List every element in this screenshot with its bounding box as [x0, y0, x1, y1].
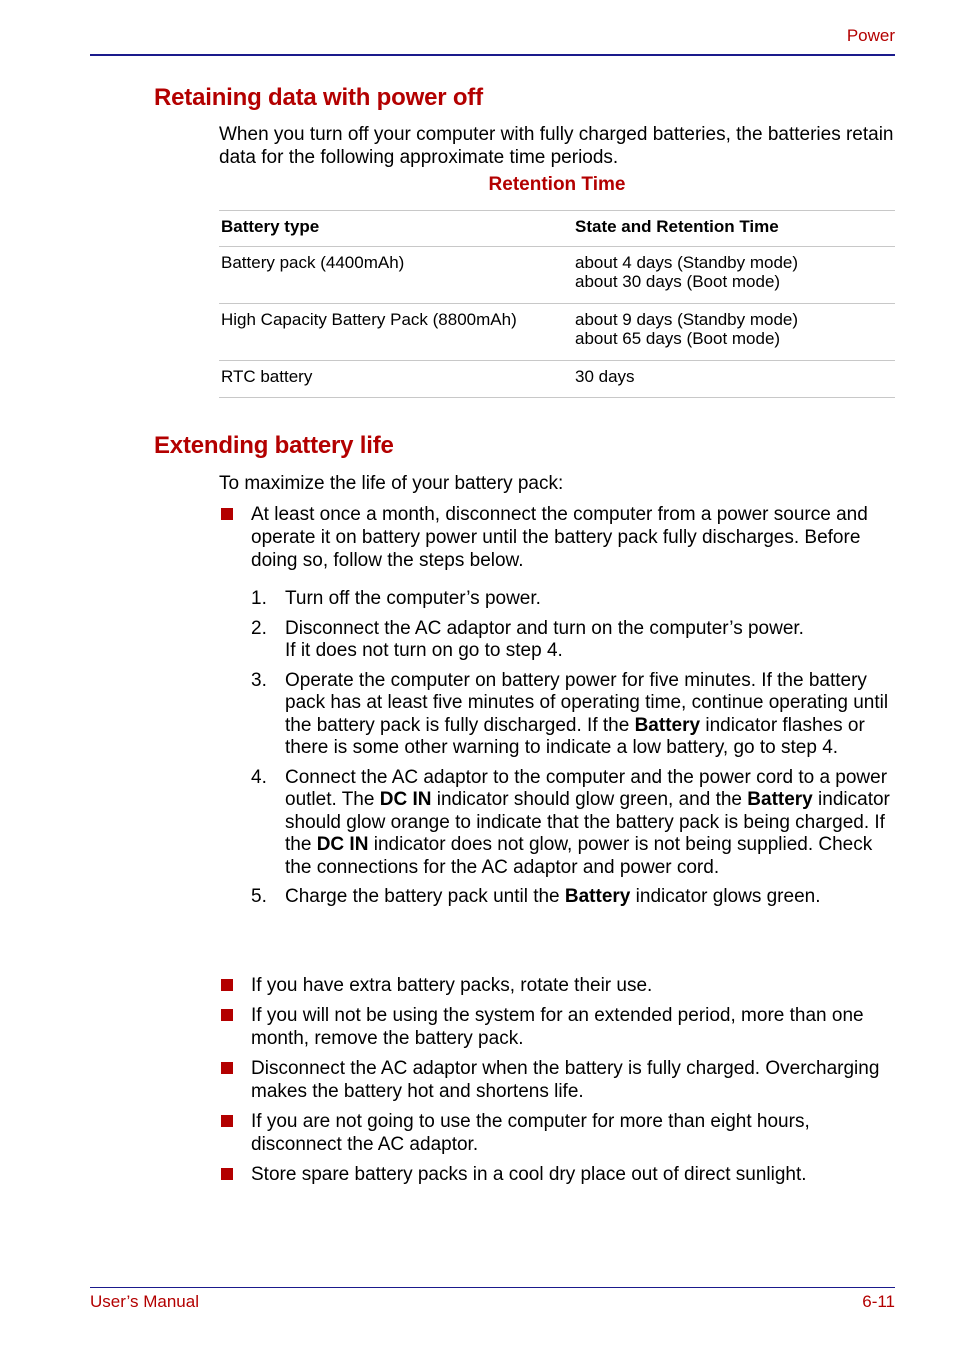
list-item	[219, 974, 895, 997]
step-number: 4.	[251, 766, 267, 788]
retention-time-cell	[573, 361, 895, 398]
footer-manual-title: User’s Manual	[90, 1292, 199, 1311]
square-bullet-icon	[221, 1115, 233, 1127]
battery-type-cell: High Capacity Battery Pack (8800mAh)	[219, 304, 573, 361]
step-text: Turn off the computer’s power.	[285, 588, 541, 609]
square-bullet-icon	[221, 1168, 233, 1180]
step-text: Charge the battery pack until the	[285, 886, 565, 907]
section-title-retaining-data: Retaining data with power off	[154, 84, 483, 111]
header-rule	[90, 54, 895, 56]
retention-time-line: about 65 days (Boot mode)	[575, 329, 781, 348]
step-text: Operate the computer on battery power for five minutes. If the battery pack has at least five minutes of operating time, continue operating until the battery pack is fully discharged. If the	[285, 669, 889, 736]
dc-in-indicator-term: DC IN	[316, 834, 369, 855]
square-bullet-icon	[221, 1062, 233, 1074]
battery-indicator-term: Battery	[564, 886, 631, 907]
table-row	[219, 361, 895, 398]
step-item	[251, 618, 891, 663]
square-bullet-icon	[221, 979, 233, 991]
step-text: Connect the AC adaptor to the computer and the power cord to a power outlet. The	[285, 766, 888, 810]
battery-indicator-term: Battery	[747, 789, 813, 810]
step-text: Disconnect the AC adaptor and turn on the computer’s power.	[285, 617, 804, 639]
table-row	[219, 304, 895, 361]
header-section-label: Power	[846, 26, 895, 45]
bullet-text: At least once a month, disconnect the computer from a power source and operate it on battery power until the battery pack fully discharges. Before doing so, follow the steps below.	[251, 504, 868, 571]
retention-time-line: about 4 days (Standby mode)	[575, 253, 799, 272]
step-number: 2.	[251, 617, 267, 639]
step-number: 3.	[251, 669, 267, 691]
retention-time-line: about 9 days (Standby mode)	[575, 310, 799, 329]
list-item	[219, 503, 895, 572]
footer-rule	[90, 1287, 895, 1288]
square-bullet-icon	[221, 508, 233, 520]
table-row	[219, 247, 895, 304]
retention-time-line: 30 days	[575, 367, 635, 386]
step-item	[251, 588, 891, 611]
step-text: If it does not turn on go to step 4.	[285, 640, 563, 661]
step-item	[251, 670, 891, 760]
step-item	[251, 886, 891, 909]
retention-time-cell	[573, 247, 895, 304]
step-text: indicator flashes or there is some other warning to indicate a low battery, go to step 4.	[285, 714, 865, 758]
table-header-row	[219, 211, 895, 247]
retaining-intro-paragraph: When you turn off your computer with fully charged batteries, the batteries retain data for the following approximate time periods.	[219, 124, 894, 168]
list-item	[219, 1057, 895, 1103]
battery-indicator-term: Battery	[634, 714, 701, 736]
retention-time-line: about 30 days (Boot mode)	[575, 272, 781, 291]
list-item	[219, 1110, 895, 1156]
square-bullet-icon	[221, 1009, 233, 1021]
step-text: indicator glows green.	[630, 886, 821, 907]
column-header-retention-time: State and Retention Time	[573, 211, 895, 247]
step-text: indicator does not glow, power is not being supplied. Check the connections for the AC adaptor and power cord.	[285, 834, 873, 878]
extending-intro-paragraph: To maximize the life of your battery pack:	[219, 473, 564, 494]
bullet-list-tips	[219, 974, 895, 1186]
step-text: indicator should glow orange to indicate that the battery pack is being charged. If the	[285, 789, 890, 855]
bullet-text: If you will not be using the system for an extended period, more than one month, remove the battery pack.	[251, 1005, 864, 1049]
step-item	[251, 767, 891, 880]
section-title-extending-battery-life: Extending battery life	[154, 432, 394, 459]
list-item	[219, 1004, 895, 1050]
bullet-text: If you have extra battery packs, rotate their use.	[251, 975, 653, 996]
bullet-text: If you are not going to use the computer for more than eight hours, disconnect the AC adaptor.	[251, 1111, 810, 1155]
battery-type-cell: RTC battery	[219, 361, 573, 398]
step-number: 5.	[251, 886, 267, 907]
step-number: 1.	[251, 588, 267, 609]
discharge-steps-list	[251, 588, 891, 909]
dc-in-indicator-term: DC IN	[379, 789, 432, 810]
list-item	[219, 1163, 895, 1186]
retention-time-cell	[573, 304, 895, 361]
table-caption: Retention Time	[488, 174, 626, 195]
retention-time-table	[219, 210, 895, 398]
bullet-text: Disconnect the AC adaptor when the battery is fully charged. Overcharging makes the battery hot and shortens life.	[251, 1058, 880, 1102]
footer-page-number: 6-11	[862, 1292, 895, 1311]
bullet-list-first	[219, 503, 895, 572]
column-header-battery-type: Battery type	[219, 211, 573, 247]
battery-type-cell: Battery pack (4400mAh)	[219, 247, 573, 304]
bullet-text: Store spare battery packs in a cool dry place out of direct sunlight.	[251, 1164, 807, 1185]
step-text: indicator should glow green, and the	[431, 789, 748, 810]
